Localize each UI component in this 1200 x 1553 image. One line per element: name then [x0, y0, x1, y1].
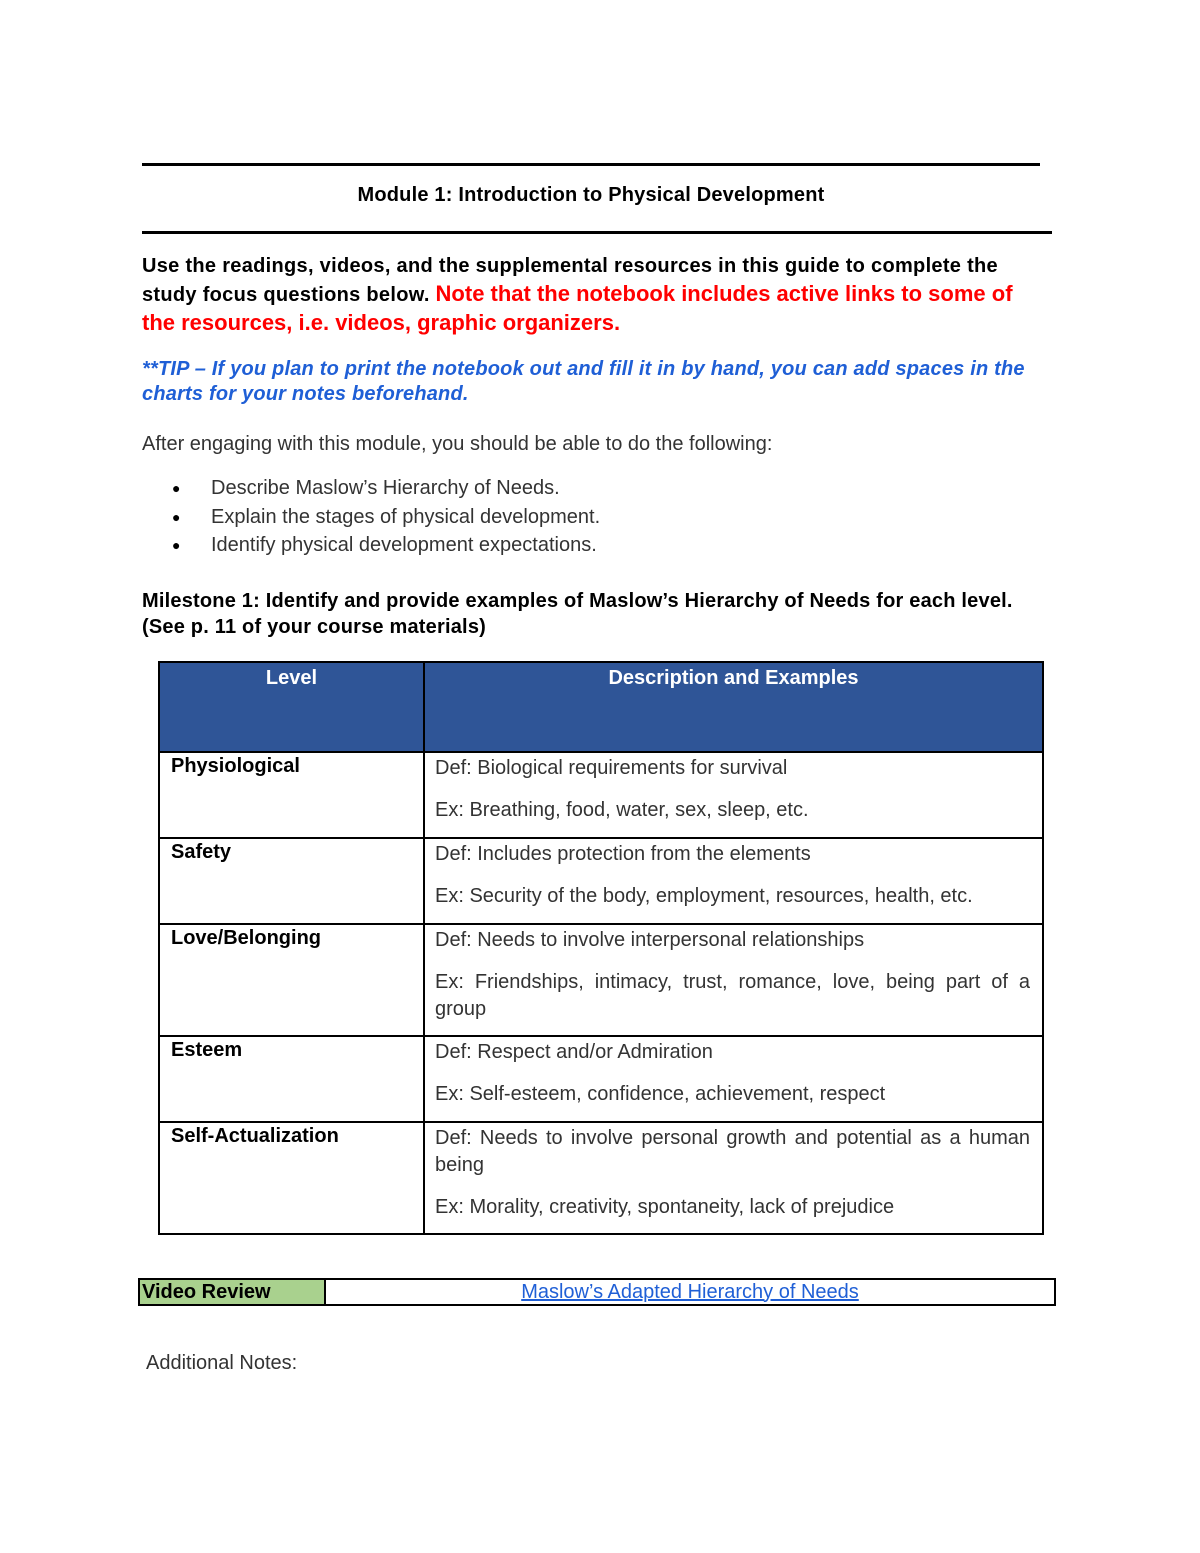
definition-text: Def: Respect and/or Admiration [435, 1041, 713, 1063]
definition-text: Def: Includes protection from the elements [435, 843, 811, 865]
objective-text: Identify physical development expectations. [211, 534, 597, 556]
top-divider [142, 163, 1040, 166]
video-review-row [139, 1279, 1055, 1305]
additional-notes-label: Additional Notes: [146, 1352, 298, 1374]
level-cell: Esteem [159, 1036, 424, 1122]
examples-text: Ex: Security of the body, employment, resources, health, etc. [435, 885, 973, 907]
table-row [159, 838, 1043, 924]
maslow-table [158, 661, 1044, 1235]
description-cell[interactable] [424, 752, 1043, 838]
intro-paragraph [142, 253, 1047, 338]
page-title: Module 1: Introduction to Physical Development [357, 184, 825, 206]
print-tip: **TIP – If you plan to print the notebook out and fill it in by hand, you can add spaces in the charts for your notes beforehand. [142, 358, 1025, 405]
table-row [159, 752, 1043, 838]
bottom-divider [142, 231, 1052, 234]
table-row [159, 1122, 1043, 1234]
objective-text: Explain the stages of physical development. [211, 505, 601, 528]
objectives-list [172, 474, 600, 560]
objectives-lead: After engaging with this module, you should be able to do the following: [142, 433, 773, 455]
table-header-row [159, 662, 1043, 752]
definition-text: Def: Needs to involve personal growth and potential as a human being [435, 1127, 1030, 1176]
bullet-icon: ● [172, 508, 181, 525]
intro-links-note: Note that the notebook includes active links to some of the resources, i.e. videos, graphic organizers. [142, 281, 1013, 335]
level-cell: Physiological [159, 752, 424, 838]
bullet-icon: ● [172, 537, 181, 553]
description-cell[interactable] [424, 1122, 1043, 1234]
definition-text: Def: Needs to involve interpersonal relationships [435, 929, 865, 951]
video-link[interactable]: Maslow’s Adapted Hierarchy of Needs [521, 1280, 859, 1303]
bullet-icon: ● [172, 480, 181, 496]
list-item [172, 531, 600, 560]
list-item [172, 474, 600, 503]
milestone-heading: Milestone 1: Identify and provide examples of Maslow’s Hierarchy of Needs for each level. (See p. 11 of your course materials) [142, 590, 1013, 638]
level-cell: Self-Actualization [159, 1122, 424, 1234]
intro-instructions: Use the readings, videos, and the supplemental resources in this guide to complete the study focus questions below. [142, 255, 998, 306]
column-header-level: Level [159, 662, 424, 752]
description-cell[interactable] [424, 838, 1043, 924]
description-cell[interactable] [424, 924, 1043, 1036]
examples-text: Ex: Friendships, intimacy, trust, romance, love, being part of a group [435, 971, 1030, 1020]
examples-text: Ex: Morality, creativity, spontaneity, lack of prejudice [435, 1196, 895, 1218]
level-cell: Safety [159, 838, 424, 924]
objective-text: Describe Maslow’s Hierarchy of Needs. [211, 477, 560, 499]
video-link-cell [325, 1279, 1055, 1305]
list-item [172, 503, 600, 532]
column-header-description: Description and Examples [424, 662, 1043, 752]
definition-text: Def: Biological requirements for survival [435, 757, 788, 779]
level-cell: Love/Belonging [159, 924, 424, 1036]
video-review-label: Video Review [139, 1279, 325, 1305]
examples-text: Ex: Breathing, food, water, sex, sleep, etc. [435, 799, 809, 821]
table-row [159, 1036, 1043, 1122]
video-review-table [138, 1278, 1056, 1306]
examples-text: Ex: Self-esteem, confidence, achievement, respect [435, 1083, 886, 1105]
table-row [159, 924, 1043, 1036]
description-cell[interactable] [424, 1036, 1043, 1122]
